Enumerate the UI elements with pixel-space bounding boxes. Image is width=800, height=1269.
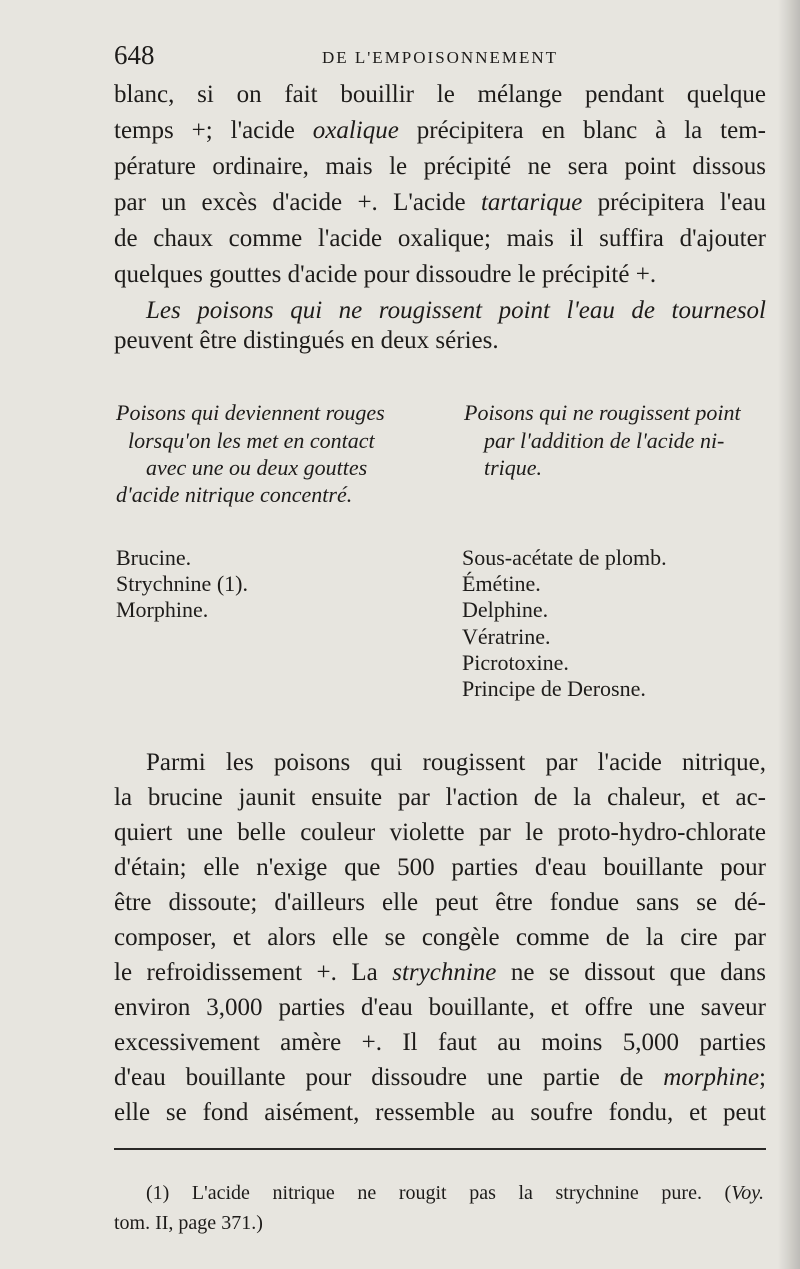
table-heading-line: Poisons qui ne rougissent point	[464, 400, 741, 425]
text-line: composer, et alors elle se congèle comme de la cire par	[114, 924, 766, 951]
text-line: environ 3,000 parties d'eau bouillante, et offre une saveur	[114, 994, 766, 1021]
text-line: excessivement amère +. Il faut au moins 5,000 parties	[114, 1029, 766, 1056]
text-line: d'étain; elle n'exige que 500 parties d'eau bouillante pour	[114, 854, 766, 881]
footnote-rule	[114, 1148, 766, 1150]
page-edge-shadow	[778, 0, 800, 1269]
text-line: la brucine jaunit ensuite par l'action de la chaleur, et ac-	[114, 784, 766, 811]
table-heading-line: trique.	[484, 455, 543, 480]
list-item: Picrotoxine.	[462, 650, 569, 675]
text-line: elle se fond aisément, ressemble au soufre fondu, et peut	[114, 1099, 766, 1126]
text-line: de chaux comme l'acide oxalique; mais il suffira d'ajouter	[114, 225, 766, 252]
text-line: quiert une belle couleur violette par le proto-hydro-chlorate	[114, 819, 766, 846]
table-heading-line: Poisons qui deviennent rouges	[116, 400, 385, 425]
list-item: Morphine.	[116, 597, 209, 622]
text-line: le refroidissement +. La strychnine ne se dissout que dans	[114, 959, 766, 986]
list-item: Vératrine.	[462, 624, 551, 649]
text-line: pérature ordinaire, mais le précipité ne sera point dissous	[114, 153, 766, 180]
list-item: Émétine.	[462, 571, 541, 596]
text-line: blanc, si on fait bouillir le mélange pendant quelque	[114, 81, 766, 108]
text-line: d'eau bouillante pour dissoudre une partie de morphine;	[114, 1064, 766, 1091]
table-heading-line: d'acide nitrique concentré.	[116, 482, 353, 507]
table-heading-line: par l'addition de l'acide ni-	[484, 428, 725, 453]
list-item: Brucine.	[116, 545, 192, 570]
list-item: Principe de Derosne.	[462, 676, 646, 701]
list-item: Strychnine (1).	[116, 571, 248, 596]
running-title: DE L'EMPOISONNEMENT	[321, 48, 559, 67]
text-line: Parmi les poisons qui rougissent par l'acide nitrique,	[146, 749, 766, 776]
text-line: être dissoute; d'ailleurs elle peut être fondue sans se dé-	[114, 889, 766, 916]
footnote-line: (1) L'acide nitrique ne rougit pas la strychnine pure. (Voy.	[146, 1182, 764, 1204]
page-header	[114, 40, 766, 74]
list-item: Sous-acétate de plomb.	[462, 545, 667, 570]
list-item: Delphine.	[462, 597, 549, 622]
text-line: quelques gouttes d'acide pour dissoudre le précipité +.	[114, 261, 657, 288]
footnote-line: tom. II, page 371.)	[114, 1212, 263, 1234]
text-line: par un excès d'acide +. L'acide tartarique précipitera l'eau	[114, 189, 766, 216]
text-line: peuvent être distingués en deux séries.	[114, 327, 499, 354]
table-heading-line: lorsqu'on les met en contact	[128, 428, 375, 453]
text-line: Les poisons qui ne rougissent point l'eau de tournesol	[146, 297, 766, 324]
page-number: 648	[114, 40, 155, 70]
table-heading-line: avec une ou deux gouttes	[146, 455, 368, 480]
text-line: temps +; l'acide oxalique précipitera en blanc à la tem-	[114, 117, 766, 144]
